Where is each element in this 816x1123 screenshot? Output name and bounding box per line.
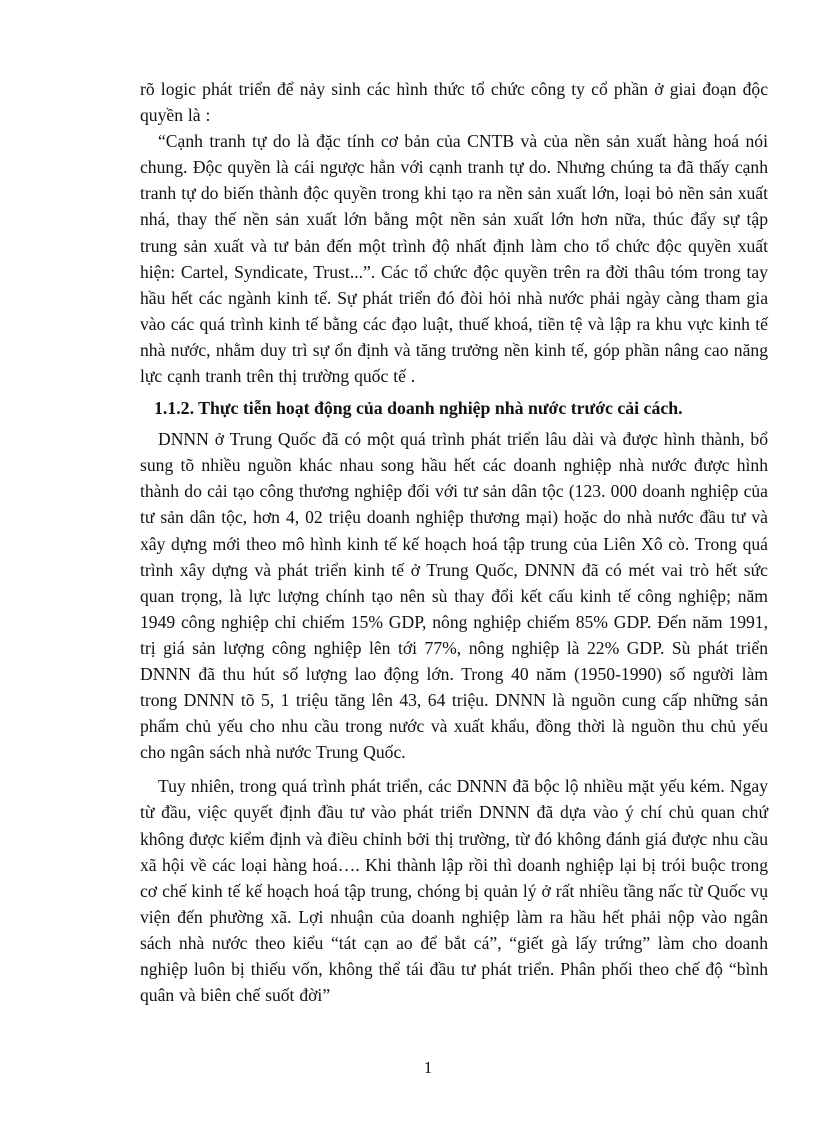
page-number: 1 [423, 1058, 433, 1077]
section-heading: 1.1.2. Thực tiễn hoạt động của doanh nghiệp nhà nước trước cải cách. [154, 398, 683, 419]
paragraph-quote: “Cạnh tranh tự do là đặc tính cơ bản của CNTB và của nền sản xuất hàng hoá nói chung. Độc quyền là cái ngược hẳn với cạnh tranh tự do. Nhưng chúng ta đã thấy cạnh tranh tự do biến thành độc quyền trong khi tạo ra nền sản xuất lớn, loại bỏ nền sản xuất nhá, thay thế nền sản xuất lớn bằng một nền sản xuất lớn hơn nữa, thúc đẩy sự tập trung sản xuất và tư bản đến một trình độ nhất định làm cho tổ chức độc quyền xuất hiện: Cartel, Syndicate, Trust...”. Các tổ chức độc quyền trên ra đời thâu tóm trong tay hầu hết các ngành kinh tế. Sự phát triển đó đòi hỏi nhà nước phải ngày càng tham gia vào các quá trình kinh tế bằng các đạo luật, thuế khoá, tiền tệ và lập ra khu vực kinh tế nhà nước, nhằm duy trì sự ổn định và tăng trưởng nền kinh tế, góp phần nâng cao năng lực cạnh tranh trên thị trường quốc tế . [140, 131, 768, 387]
paragraph-history: DNNN ở Trung Quốc đã có một quá trình phát triển lâu dài và được hình thành, bổ sung tõ nhiều nguồn khác nhau song hầu hết các doanh nghiệp nhà nước được hình thành do cải tạo công thương nghiệp đối với tư sản dân tộc (123. 000 doanh nghiệp của tư sản dân tộc, hơn 4, 02 triệu doanh nghiệp thương mại) hoặc do nhà nước đầu tư và xây dựng mới theo mô hình kinh tế kế hoạch hoá tập trung của Liên Xô cò. Trong quá trình xây dựng và phát triển kinh tế ở Trung Quốc, DNNN đã có mét vai trò hết sức quan trọng, là lực lượng chính tạo nên sù thay đổi kết cấu kinh tế công nghiệp; năm 1949 công nghiệp chỉ chiếm 15% GDP, nông nghiệp chiếm 85% GDP. Đến năm 1991, trị giá sản lượng công nghiệp lên tới 77%, nông nghiệp là 22% GDP. Sù phát triển DNNN đã thu hút số lượng lao động lớn. Trong 40 năm (1950-1990) số người làm trong DNNN tõ 5, 1 triệu tăng lên 43, 64 triệu. DNNN là nguồn cung cấp những sản phẩm chủ yếu cho nhu cầu trong nước và xuất khẩu, đồng thời là nguồn thu chủ yếu cho ngân sách nhà nước Trung Quốc. [140, 429, 768, 763]
paragraph-intro: rõ logic phát triển để nảy sinh các hình thức tổ chức công ty cổ phần ở giai đoạn độc quyền là : [140, 79, 768, 126]
paragraph-weaknesses: Tuy nhiên, trong quá trình phát triển, các DNNN đã bộc lộ nhiều mặt yếu kém. Ngay từ đầu, việc quyết định đầu tư vào phát triển DNNN đã dựa vào ý chí chủ quan chứ không được kiểm định và điều chỉnh bởi thị trường, từ đó không đánh giá được nhu cầu xã hội về các loại hàng hoá…. Khi thành lập rồi thì doanh nghiệp lại bị trói buộc trong cơ chế kinh tế kế hoạch hoá tập trung, chóng bị quản lý ở rất nhiều tầng nấc từ Quốc vụ viện đến phường xã. Lợi nhuận của doanh nghiệp làm ra hầu hết phải nộp vào ngân sách nhà nước theo kiểu “tát cạn ao để bắt cá”, “giết gà lấy trứng” làm cho doanh nghiệp luôn bị thiếu vốn, không thể tái đầu tư phát triển. Phân phối theo chế độ “bình quân và biên chế suốt đời” [140, 776, 768, 1006]
document-page [140, 76, 768, 1066]
